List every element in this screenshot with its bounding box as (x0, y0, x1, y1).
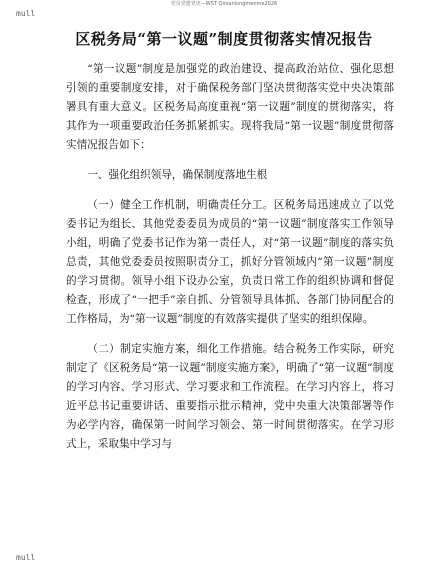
intro-paragraph: “第一议题”制度是加强党的政治建设、提高政治站位、强化思想引领的重要制度安排，对于确保税务部门坚决贯彻落实党中央决策部署具有重大意义。区税务局高度重视“第一议题”制度的贯彻落实，将其作为一项重要政治任务抓紧抓实。现将我局“第一议题”制度贯彻落实情况报告如下： (66, 63, 394, 151)
page-header-text: 党员党建党史—WST Qinianlongmenme2026 (170, 1, 278, 7)
paragraph-gap (66, 329, 394, 340)
subsection-paragraph-1: （一）健全工作机制，明确责任分工。区税务局迅速成立了以党委书记为组长、其他党委委员为成员的“第一议题”制度落实工作领导小组，明确了党委书记作为第一责任人，对“第一议题”制度的落实负总责，其他党委委员按照职责分工，抓好分管领域内“第一议题”制度的学习贯彻。领导小组下设办公室，负责日常工作的组织协调和督促检查，形成了“一把手”亲自抓、分管领导具体抓、各部门协同配合的工作格局，为“第一议题”制度的有效落实提供了坚实的组织保障。 (66, 199, 394, 325)
document-body (66, 60, 394, 454)
document-title: 区税务局“第一议题”制度贯彻落实情况报告 (75, 30, 373, 48)
subsection-paragraph-2: （二）制定实施方案，细化工作措施。结合税务工作实际，研究制定了《区税务局“第一议题”制度实施方案》，明确了“第一议题”制度的学习内容、学习形式、学习要求和工作流程。在学习内容上，将习近平总书记重要讲话、重要指示批示精神，党中央重大决策部署等作为必学内容，确保第一时间学习领会、第一时间贯彻落实。在学习形式上，采取集中学习与 (66, 343, 394, 450)
paragraph-gap (66, 155, 394, 166)
page-footer-mark: mull (16, 553, 36, 562)
page-header-mark: mull (16, 9, 36, 18)
section-heading: 一、强化组织领导，确保制度落地生根 (87, 169, 268, 181)
paragraph-gap (66, 185, 394, 196)
